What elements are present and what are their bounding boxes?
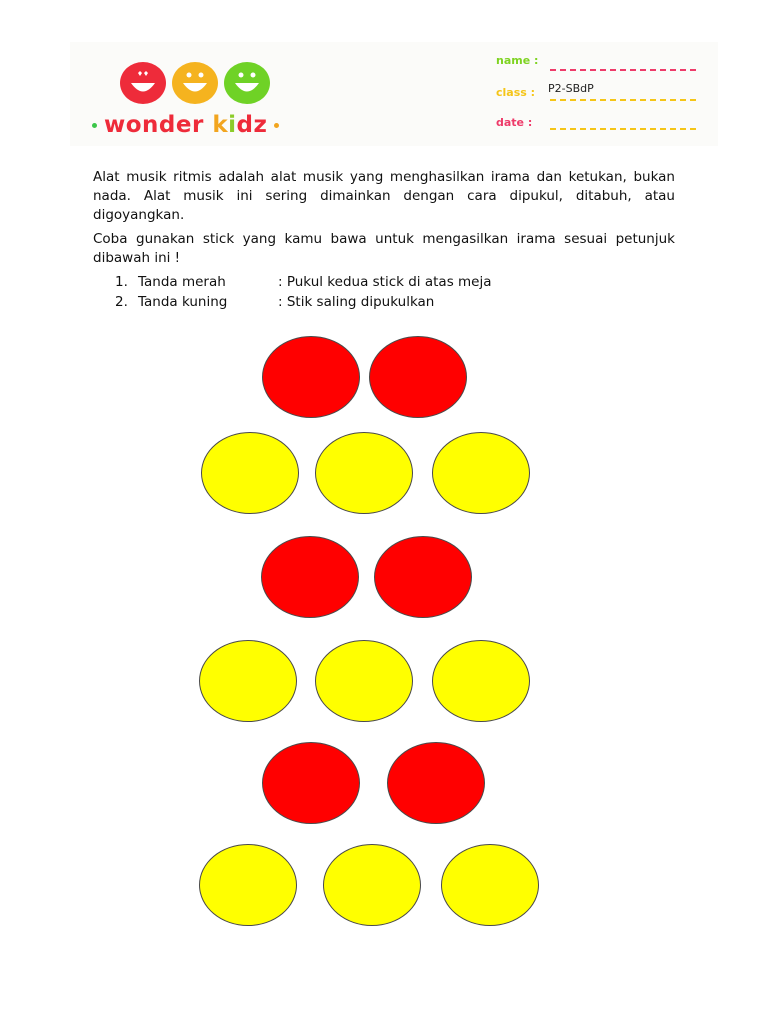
class-label: class :	[496, 86, 536, 99]
instruction-number: 1.	[115, 274, 128, 290]
brand-word-4: dz	[236, 112, 268, 138]
instruction-number: 2.	[115, 294, 128, 310]
yellow-beat-circle	[441, 844, 539, 926]
instruction-rule: : Pukul kedua stick di atas meja	[278, 274, 492, 290]
brand-word-2: k	[212, 112, 229, 138]
red-beat-circle	[262, 742, 360, 824]
brand-word-1: wonder	[104, 112, 204, 138]
task-paragraph: Coba gunakan stick yang kamu bawa untuk mengasilkan irama sesuai petunjuk dibawah ini !	[93, 231, 675, 266]
yellow-beat-circle	[201, 432, 299, 514]
date-label: date :	[496, 116, 533, 129]
instruction-rule: : Stik saling dipukulkan	[278, 294, 435, 310]
instruction-label: Tanda merah	[138, 274, 226, 290]
instruction-label: Tanda kuning	[138, 294, 228, 310]
red-beat-circle	[369, 336, 467, 418]
yellow-beat-circle	[315, 432, 413, 514]
red-beat-circle	[261, 536, 359, 618]
yellow-beat-circle	[323, 844, 421, 926]
class-value[interactable]: P2-SBdP	[548, 82, 594, 95]
yellow-beat-circle	[432, 432, 530, 514]
brand-word-3: i	[228, 112, 237, 138]
intro-paragraph: Alat musik ritmis adalah alat musik yang menghasilkan irama dan ketukan, bukan nada. Alat musik ini sering dimainkan dengan cara dipukul, ditabuh, atau digoyangkan.	[93, 169, 675, 223]
yellow-beat-circle	[199, 844, 297, 926]
name-label: name :	[496, 54, 539, 67]
red-beat-circle	[262, 336, 360, 418]
yellow-beat-circle	[432, 640, 530, 722]
red-beat-circle	[387, 742, 485, 824]
red-beat-circle	[374, 536, 472, 618]
yellow-beat-circle	[315, 640, 413, 722]
yellow-beat-circle	[199, 640, 297, 722]
